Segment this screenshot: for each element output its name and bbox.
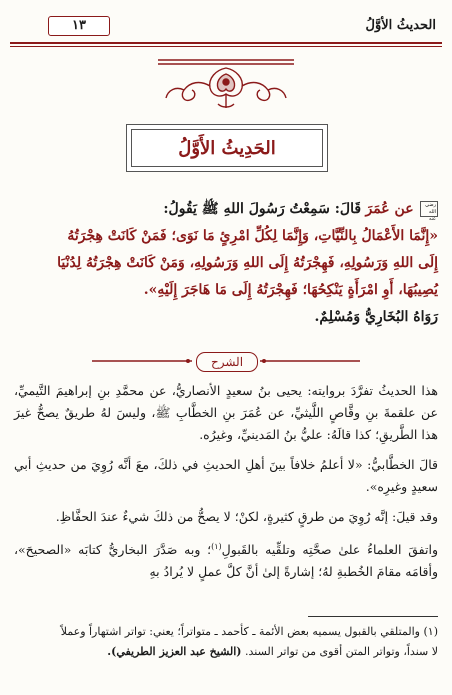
footnote-attribution: (الشيخ عبد العزيز الطريفي). [107,645,242,658]
running-title: الحديثُ الأوَّلُ [365,18,436,33]
hadith-intro-rest: قَالَ: سَمِعْتُ رَسُولَ اللهِ ﷺ يَقُولُ: [163,201,362,217]
footnote-line-2 [14,642,438,662]
footnote-line-1 [14,622,438,642]
footnote-ref: (١) [211,542,222,551]
page-number: ١٣ [48,16,110,36]
header-rule-thin [10,46,442,47]
footnote-marker: (١) [423,625,438,638]
ra-symbol: رضي الله عنه [420,201,438,217]
page-header [10,8,442,42]
header-rule [10,42,442,44]
section-label: الشرح [196,352,258,372]
hadith-narrator: عن عُمَرَ [365,201,414,217]
p4-part-b: ؛ وبه صَدَّرَ البخاريُّ كتابَه «الصحيحَ»، وأقامَه مقامَ الخُطبةِ لهُ؛ إشارةً إلىٰ أنَّ كلَّ عملٍ لا يُرادُ بهِ [14,542,438,580]
footnote-rule [308,616,438,617]
explanation-paragraph-2: قالَ الخطَّابيُّ: «لا أعلمُ خلافاً بينَ أهلِ الحديثِ في ذلكَ، معَ أنَّه رُوِيَ من حديثِ أبي سعيدٍ وغيرِه». [14,457,438,494]
section-divider [92,350,360,374]
hadith-line-2: إِلَى اللهِ وَرَسُولِهِ، فَهِجْرَتُهُ إِلَى اللهِ وَرَسُولِهِ، وَمَنْ كَانَتْ هِجْرَتُهُ لِدُنْيَا [57,255,438,271]
hadith-intro [16,196,438,223]
footnote-text-1: والمتلقي بالقبول يسميه بعض الأئمة ـ كأحمد ـ متواتراً؛ يعني: تواتر اشتهاراً وعملاً [60,625,420,638]
hadith-line-1: «إِنَّمَا الأَعْمَالُ بِالنِّيَّاتِ، وَإِنَّمَا لِكُلِّ امْرِئٍ مَا نَوَى؛ فَمَنْ كَانَتْ هِجْرَتُهُ [67,228,438,244]
explanation-paragraph-1: هذا الحديثُ تفرَّدَ بروايته: يحيى بنُ سعيدٍ الأنصاريُّ، عن محمَّدِ بنِ إبراهيمَ التَّيميِّ، عن علقمةَ بنِ وقَّاصٍ اللَّيثيِّ، عن عُمَرَ بنِ الخطَّابِ ﷺ، وليسَ لهُ طريقٌ يصحُّ غيرَ هذا الطَّريقِ؛ كذا قالَهُ: عليُّ بنُ المَدينيِّ، وغيرُه. [14,383,438,442]
explanation-paragraph-3: وقد قيلَ: إنَّه رُوِيَ من طرقٍ كثيرةٍ، لكنْ؛ لا يصحُّ من ذلكَ شيءٌ عندَ الحفَّاظِ. [55,509,438,524]
hadith-title-box [126,124,328,172]
p4-part-a: واتفقَ العلماءُ علىٰ صحَّتِه وتلقِّيه بالقَبولِ [221,542,438,558]
hadith-text [16,196,438,331]
footnote-text-2: لا سنداً، وتواتر المتن أقوى من تواتر السند. [245,645,438,658]
hadith-title: الحَدِيثُ الأَوَّلُ [131,129,323,167]
hadith-source: رَوَاهُ البُخَارِيُّ وَمُسْلِمٌ. [314,309,438,325]
explanation-paragraph-4 [14,536,438,583]
footnote [14,622,438,662]
decorative-ornament [156,56,296,116]
explanation-text [14,380,438,591]
hadith-line-3: يُصِيبُهَا، أَوِ امْرَأَةٍ يَنْكِحُهَا؛ فَهِجْرَتُهُ إِلَى مَا هَاجَرَ إِلَيْهِ». [143,282,438,298]
